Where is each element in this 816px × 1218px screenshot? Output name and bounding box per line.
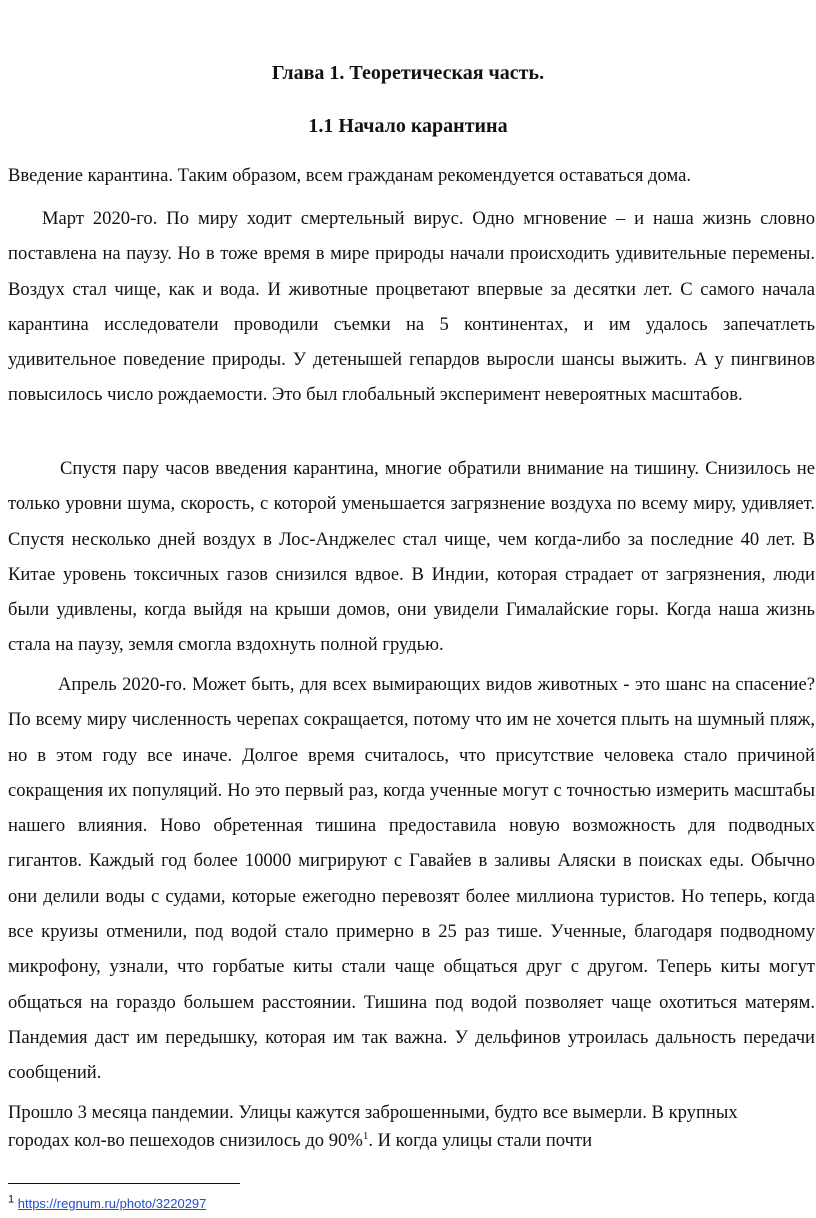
footnote bbox=[8, 1193, 207, 1211]
paragraph-pandemic-text: городах кол-во пешеходов снизилось до 90% bbox=[8, 1130, 363, 1151]
paragraph-pandemic-line-1: Прошло 3 месяца пандемии. Улицы кажутся заброшенными, будто все вымерли. В крупных bbox=[8, 1102, 738, 1123]
paragraph-pandemic bbox=[8, 1099, 815, 1155]
footnote-reference[interactable]: 1 bbox=[362, 1129, 369, 1142]
footnote-link[interactable]: https://regnum.ru/photo/3220297 bbox=[17, 1196, 207, 1211]
paragraph-silence: Спустя пару часов введения карантина, многие обратили внимание на тишину. Снизилось не только уровни шума, скорость, с которой уменьшается загрязнение воздуха по всему миру, удивляет. Спустя несколько дней воздух в Лос-Анджелес стал чище, чем когда-либо за последние 40 лет. В Китае уровень токсичных газов снизился вдвое. В Индии, которая страдает от загрязнения, люди были удивлены, когда выйдя на крыши домов, они увидели Гималайские горы. Когда наша жизнь стала на паузу, земля смогла вздохнуть полной грудью. bbox=[8, 458, 815, 656]
intro-line: Введение карантина. Таким образом, всем гражданам рекомендуется оставаться дома. bbox=[8, 165, 691, 186]
footnote-marker: 1 bbox=[8, 1193, 15, 1206]
paragraph-pandemic-text-end: . И когда улицы стали почти bbox=[368, 1130, 593, 1151]
chapter-title: Глава 1. Теоретическая часть. bbox=[271, 62, 545, 84]
paragraph-pandemic-line-2 bbox=[8, 1127, 815, 1155]
footnote-divider bbox=[8, 1183, 240, 1184]
paragraph-march: Март 2020-го. По миру ходит смертельный вирус. Одно мгновение – и наша жизнь словно поставлена на паузу. Но в тоже время в мире природы начали происходить удивительные перемены. Воздух стал чище, как и вода. И животные процветают впервые за десятки лет. С самого начала карантина исследователи проводили съемки на 5 континентах, и им удалось запечатлеть удивительное поведение природы. У детенышей гепардов выросли шансы выжить. А у пингвинов повысилось число рождаемости. Это был глобальный эксперимент невероятных масштабов. bbox=[8, 208, 815, 406]
section-title: 1.1 Начало карантина bbox=[308, 115, 508, 137]
paragraph-april: Апрель 2020-го. Может быть, для всех вымирающих видов животных - это шанс на спасение? По всему миру численность черепах сокращается, потому что им не хочется плыть на шумный пляж, но в этом году все иначе. Долгое время считалось, что присутствие человека стало причиной сокращения их популяций. Но это первый раз, когда ученные могут с точностью измерить масштабы нашего влияния. Ново обретенная тишина предоставила новую возможность для подводных гигантов. Каждый год более 10000 мигрируют с Гавайев в заливы Аляски в поисках еды. Обычно они делили воды с судами, которые ежегодно перевозят более миллиона туристов. Но теперь, когда все круизы отменили, под водой стало примерно в 25 раз тише. Ученные, благодаря подводному микрофону, узнали, что горбатые киты стали чаще общаться друг с другом. Теперь киты могут общаться на гораздо большем расстоянии. Тишина под водой позволяет чаще охотиться матерям. Пандемия даст им передышку, которая им так важна. У дельфинов утроилась дальность передачи сообщений. bbox=[8, 674, 815, 1084]
